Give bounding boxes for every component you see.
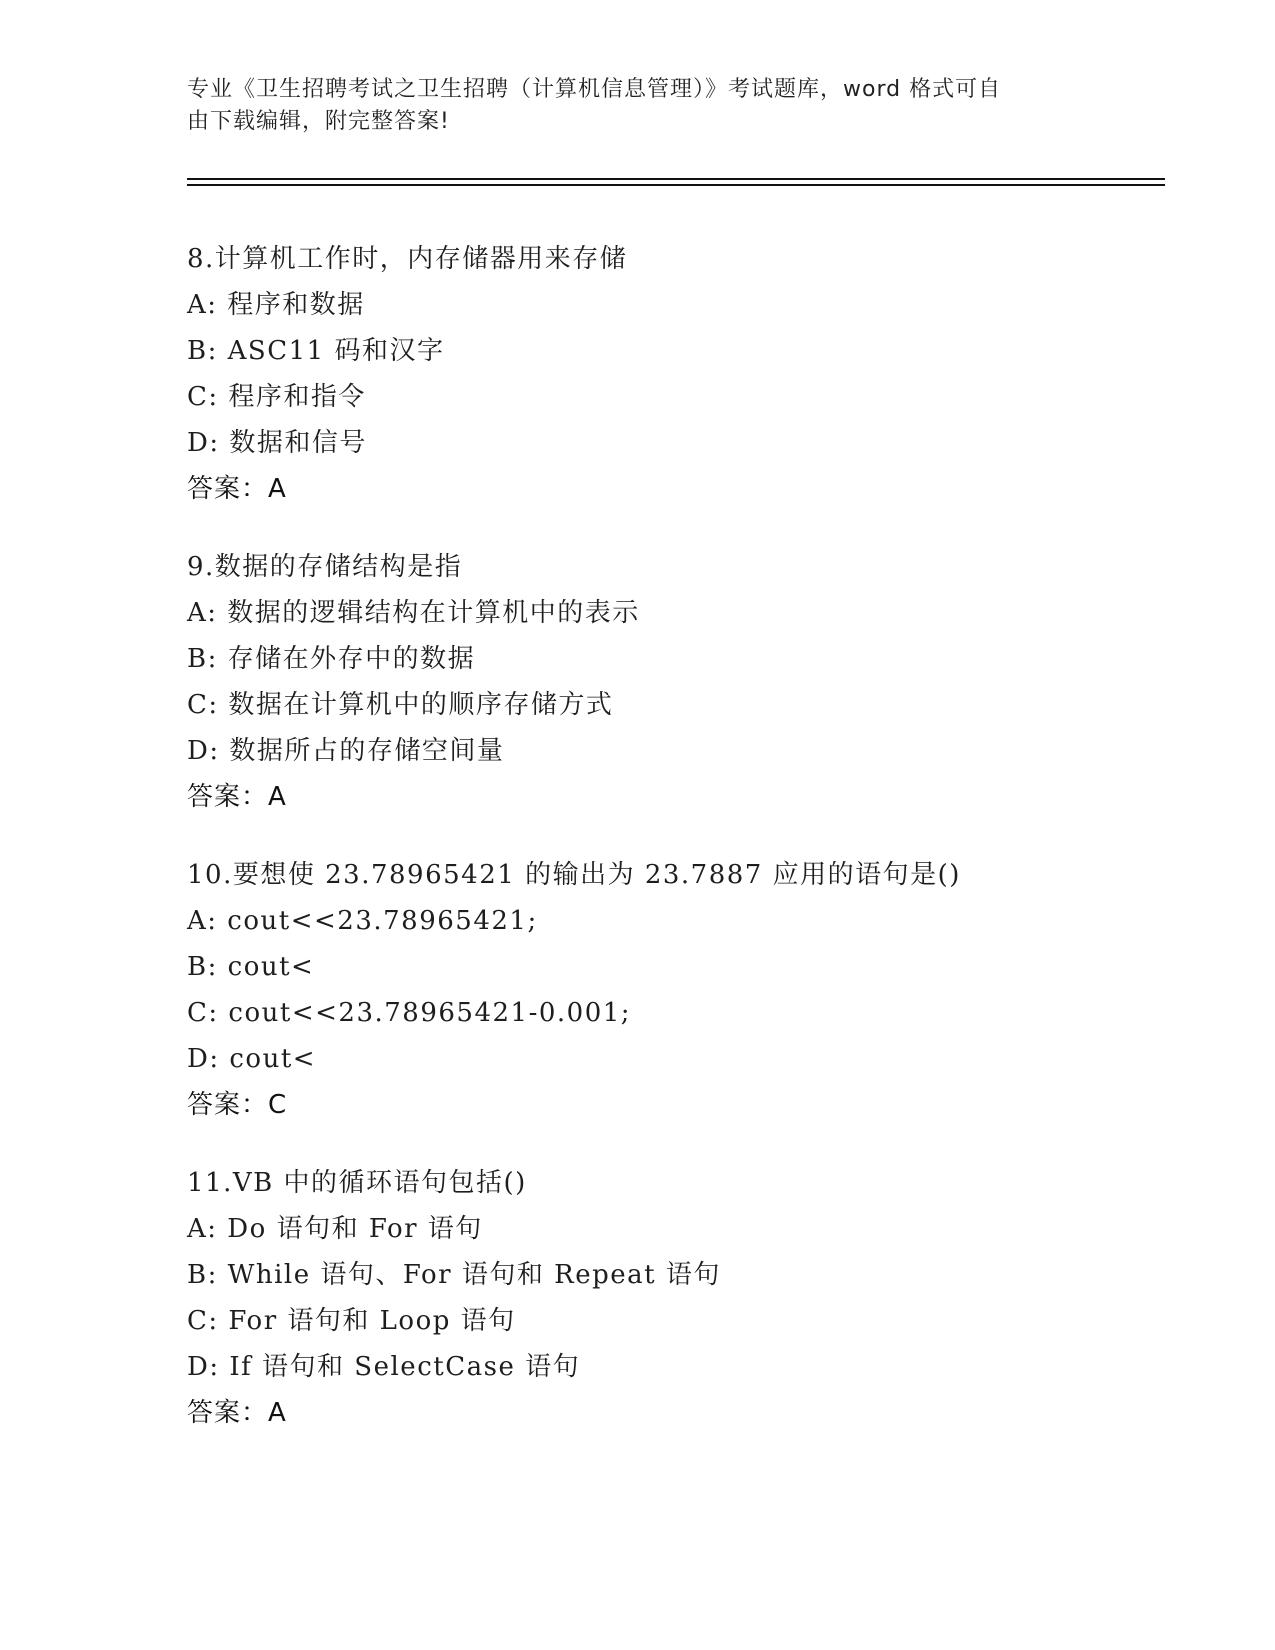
option-d: D: 数据和信号 [187,428,367,458]
question-9 [187,544,1187,820]
option-a: A: 程序和数据 [187,290,365,320]
option-c: C: 数据在计算机中的顺序存储方式 [187,690,614,720]
question-10 [187,852,1187,1128]
option-c: C: 程序和指令 [187,382,366,412]
question-8 [187,236,1187,512]
option-b: B: cout< [187,952,315,982]
option-d: D: 数据所占的存储空间量 [187,736,505,766]
answer-line: 答案：A [187,1398,287,1428]
option-b: B: ASC11 码和汉字 [187,336,445,366]
option-c: C: cout<<23.78965421-0.001; [187,998,632,1028]
header-divider-top [187,178,1165,180]
option-a: A: cout<<23.78965421; [187,906,538,936]
option-b: B: 存储在外存中的数据 [187,644,476,674]
answer-line: 答案：C [187,1090,288,1120]
question-11 [187,1160,1187,1436]
header-line-1: 专业《卫生招聘考试之卫生招聘（计算机信息管理）》考试题库，word 格式可自 [187,77,1002,102]
answer-line: 答案：A [187,474,287,504]
question-stem: 11.VB 中的循环语句包括() [187,1168,527,1198]
option-a: A: Do 语句和 For 语句 [187,1214,483,1244]
option-b: B: While 语句、For 语句和 Repeat 语句 [187,1260,721,1290]
question-stem: 10.要想使 23.78965421 的输出为 23.7887 应用的语句是() [187,860,961,890]
option-d: D: If 语句和 SelectCase 语句 [187,1352,581,1382]
question-stem: 8.计算机工作时，内存储器用来存储 [187,244,628,274]
question-list [187,236,1187,1468]
question-stem: 9.数据的存储结构是指 [187,552,463,582]
option-d: D: cout< [187,1044,317,1074]
option-a: A: 数据的逻辑结构在计算机中的表示 [187,598,640,628]
header-line-2: 由下载编辑，附完整答案! [187,109,450,134]
option-c: C: For 语句和 Loop 语句 [187,1306,516,1336]
answer-line: 答案：A [187,782,287,812]
header-divider-bottom [187,184,1165,186]
document-header [187,74,1067,138]
